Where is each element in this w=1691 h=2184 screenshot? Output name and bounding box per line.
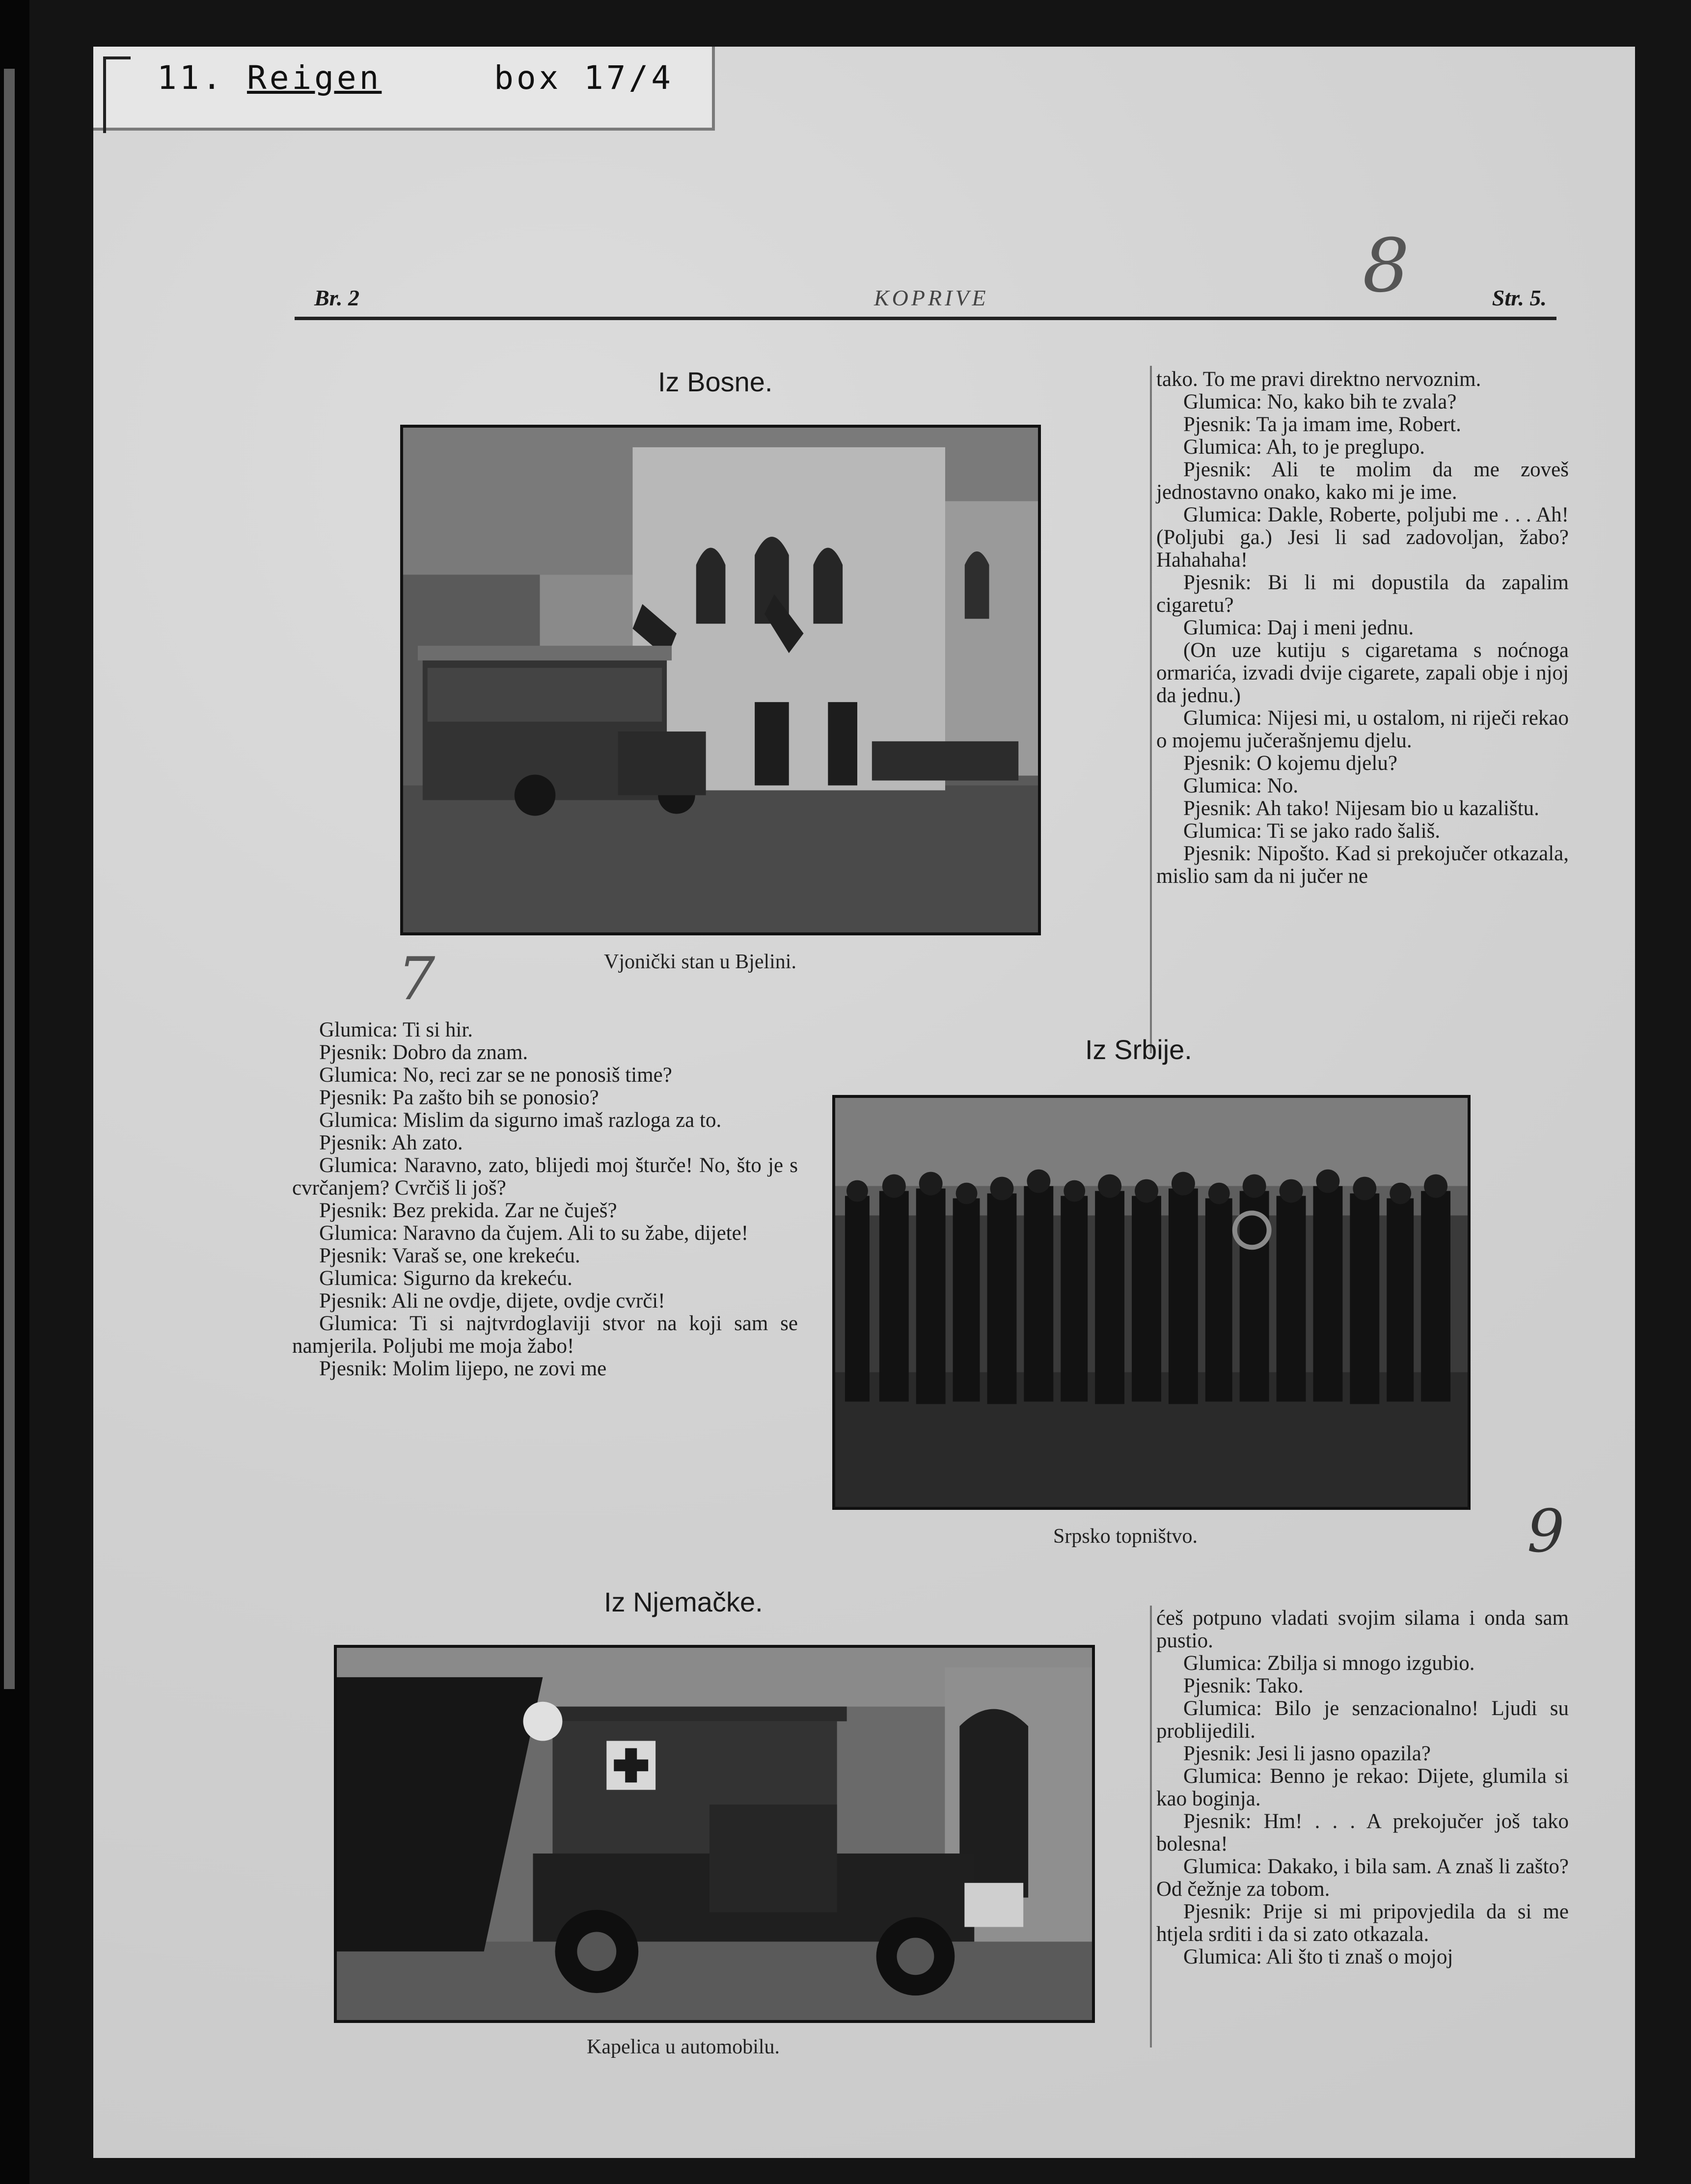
text-column-right-top [1156, 368, 1569, 888]
archive-corner-mark [103, 56, 131, 133]
text-line: Pjesnik: Bez prekida. Zar ne čuješ? [319, 1199, 617, 1222]
archive-label-tab [93, 47, 715, 131]
text-column-right-bottom [1156, 1607, 1569, 1968]
text-line: Pjesnik: Ah zato. [319, 1131, 463, 1154]
text-line: Pjesnik: Ali ne ovdje, dijete, ovdje cvrči! [319, 1289, 665, 1312]
text-line: Glumica: Naravno da čujem. Ali to su žabe, dijete! [319, 1222, 749, 1245]
page-header [295, 277, 1556, 320]
germany-photo [334, 1645, 1095, 2023]
text-line: Glumica: No. [1183, 774, 1299, 797]
section-title-serbia: Iz Srbije. [1085, 1034, 1192, 1065]
text-line: Pjesnik: Molim lijepo, ne zovi me [319, 1357, 607, 1380]
column-rule [1150, 1606, 1152, 2048]
bosnia-photo [400, 425, 1041, 935]
adjacent-page-fragment [4, 69, 15, 1689]
text-line: Glumica: Sigurno da krekeću. [319, 1267, 573, 1290]
archive-number: 11. [157, 59, 225, 97]
text-line: Pjesnik: O kojemu djelu? [1183, 752, 1397, 775]
germany-caption: Kapelica u automobilu. [587, 2036, 780, 2058]
section-title-bosnia: Iz Bosne. [658, 366, 773, 397]
text-line: Glumica: Daj i meni jednu. [1183, 616, 1414, 639]
text-line: Pjesnik: Bi li mi dopustila da zapalim cigaretu? [1156, 571, 1569, 617]
text-line: ćeš potpuno vladati svojim silama i onda sam pustio. [1156, 1607, 1569, 1652]
text-line: (On uze kutiju s cigaretama s noćnoga ormarića, izvadi dvije cigarete, zapali obje i njoj da jednu.) [1156, 639, 1569, 707]
text-line: Glumica: No, reci zar se ne ponosiš time? [319, 1064, 672, 1087]
text-line: Glumica: Ti si najtvrdoglaviji stvor na koji sam se namjerila. Poljubi me moja žabo! [292, 1312, 798, 1358]
text-line: Pjesnik: Tako. [1183, 1674, 1304, 1697]
text-line: Pjesnik: Varaš se, one krekeću. [319, 1244, 580, 1267]
archive-title: Reigen [246, 59, 382, 97]
handwritten-right-number: 9 [1527, 1498, 1565, 1566]
archive-label [157, 59, 674, 97]
text-line: Glumica: Dakako, i bila sam. A znaš li zašto? Od čežnje za tobom. [1156, 1855, 1569, 1901]
building-illustration [403, 428, 1038, 932]
text-line: Pjesnik: Nipošto. Kad si prekojučer otkazala, mislio sam da ni jučer ne [1156, 842, 1569, 888]
text-line: Glumica: Dakle, Roberte, poljubi me . . . Ah! (Poljubi ga.) Jesi li sad zadovoljan, žabo? Hahahaha! [1156, 503, 1569, 572]
page-number: Str. 5. [1492, 285, 1547, 310]
text-line: Glumica: Ti si hir. [319, 1018, 473, 1041]
text-line: Pjesnik: Ah tako! Nijesam bio u kazalištu. [1183, 797, 1539, 820]
text-line: Glumica: Bilo je senzacionalno! Ljudi su problijedili. [1156, 1697, 1569, 1743]
publication-title: KOPRIVE [874, 285, 989, 310]
text-line: Pjesnik: Jesi li jasno opazila? [1183, 1742, 1431, 1765]
text-line: Glumica: Ali što ti znaš o mojoj [1183, 1945, 1453, 1968]
text-line: Glumica: No, kako bih te zvala? [1183, 390, 1457, 413]
text-line: Glumica: Naravno, zato, blijedi moj šturče! No, što je s cvrčanjem? Cvrčiš li još? [292, 1154, 798, 1200]
handwritten-left-number: 7 [398, 945, 436, 1013]
soldiers-illustration [835, 1098, 1468, 1507]
text-line: Glumica: Ti se jako rado šališ. [1183, 819, 1441, 843]
text-line: Pjesnik: Ali te molim da me zoveš jednostavno onako, kako mi je ime. [1156, 458, 1569, 504]
text-column-left-middle [292, 1019, 798, 1380]
issue-number: Br. 2 [314, 285, 360, 310]
column-rule [1150, 366, 1152, 1053]
bosnia-caption: Vjonički stan u Bjelini. [604, 951, 796, 973]
serbia-caption: Srpsko topništvo. [1053, 1525, 1198, 1548]
text-line: Glumica: Benno je rekao: Dijete, glumila si kao boginja. [1156, 1765, 1569, 1810]
serbia-photo [832, 1095, 1471, 1510]
handwritten-page-number: 8 [1363, 223, 1410, 309]
text-line: Glumica: Zbilja si mnogo izgubio. [1183, 1652, 1475, 1675]
text-line: Glumica: Nijesi mi, u ostalom, ni riječi rekao o mojemu jučerašnjemu djelu. [1156, 707, 1569, 752]
text-line: tako. To me pravi direktno nervoznim. [1156, 368, 1481, 391]
text-line: Glumica: Mislim da sigurno imaš razloga za to. [319, 1109, 722, 1132]
text-line: Pjesnik: Ta ja imam ime, Robert. [1183, 413, 1461, 436]
text-line: Glumica: Ah, to je preglupo. [1183, 436, 1425, 459]
archive-box: box 17/4 [494, 59, 674, 97]
section-title-germany: Iz Njemačke. [604, 1586, 763, 1617]
document-page [93, 47, 1635, 2158]
text-line: Pjesnik: Pa zašto bih se ponosio? [319, 1086, 599, 1109]
text-line: Pjesnik: Hm! . . . A prekojučer još tako bolesna! [1156, 1810, 1569, 1856]
ambulance-illustration [337, 1648, 1092, 2020]
text-line: Pjesnik: Dobro da znam. [319, 1041, 528, 1064]
text-line: Pjesnik: Prije si mi pripovjedila da si me htjela srditi i da si zato otkazala. [1156, 1900, 1569, 1946]
